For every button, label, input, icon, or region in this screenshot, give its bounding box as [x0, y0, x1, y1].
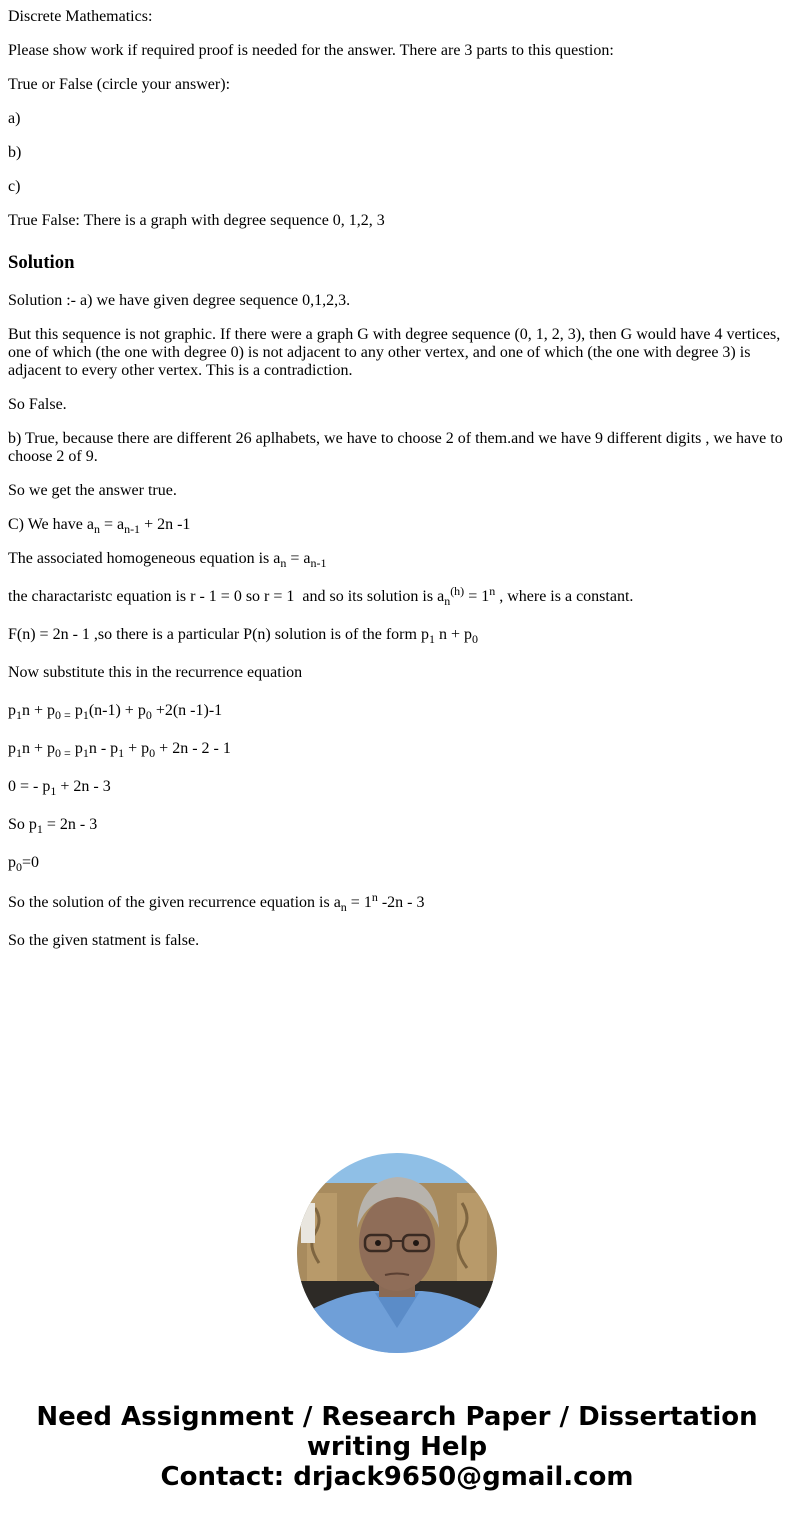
solution-c-conclusion: So the given statment is false. [8, 932, 200, 949]
subscript: 0 = [55, 708, 71, 722]
tutor-avatar [297, 1153, 497, 1353]
solution-c-equation-2 [8, 740, 786, 758]
subscript: 1 [16, 708, 22, 722]
subscript: 0 [471, 632, 478, 646]
text: , where is a constant. [495, 588, 634, 605]
solution-b-conclusion: So we get the answer true. [8, 482, 177, 499]
subscript: 0 = [55, 746, 71, 760]
solution-a-intro: Solution :- a) we have given degree sequence 0,1,2,3. [8, 292, 351, 309]
text: n + p [22, 740, 56, 757]
text: p [70, 702, 83, 719]
solution-a-explanation: But this sequence is not graphic. If there were a graph G with degree sequence (0, 1, 2, 3), then G would have 4 vertices, one of which (the one with degree 0) is not adjacent to any other vertex, and one of which (the one with degree 3) is adjacent to every other vertex. This is a contradiction. [8, 326, 781, 379]
subscript: n-1 [124, 522, 141, 536]
text: The associated homogeneous equation is a [8, 550, 281, 567]
portrait-icon [297, 1153, 497, 1353]
question-statement: True False: There is a graph with degree sequence 0, 1,2, 3 [8, 212, 385, 229]
question-prompt: True or False (circle your answer): [8, 76, 231, 93]
text: p [8, 740, 16, 757]
text: = 2n - 3 [42, 816, 98, 833]
text: p [70, 740, 83, 757]
subscript: 0 [145, 708, 152, 722]
text: (n-1) + p [88, 702, 146, 719]
text: + p [124, 740, 150, 757]
solution-c-recurrence [8, 516, 786, 534]
text: + 2n -1 [140, 516, 191, 533]
subscript: n [340, 900, 347, 914]
subscript: 1 [16, 746, 22, 760]
subscript: 1 [428, 632, 435, 646]
text: + 2n - 3 [56, 778, 111, 795]
text: C) We have a [8, 516, 94, 533]
text: +2(n -1)-1 [151, 702, 223, 719]
text: = a [99, 516, 125, 533]
superscript: (h) [450, 584, 465, 598]
text: p [8, 702, 16, 719]
text: 0 = - p [8, 778, 51, 795]
text: p [8, 854, 16, 871]
text: the charactaristc equation is r - 1 = 0 so r = 1 and so its solution is a [8, 588, 445, 605]
solution-c-equation-5 [8, 854, 786, 872]
advert-footer [0, 1402, 794, 1492]
text: So p [8, 816, 37, 833]
solution-b-explanation: b) True, because there are different 26 aplhabets, we have to choose 2 of them.and we have 9 different digits , we have to choose 2 of 9. [8, 430, 783, 465]
subscript: 1 [82, 746, 89, 760]
solution-c-characteristic [8, 584, 786, 608]
subscript: 1 [82, 708, 89, 722]
solution-c-homogeneous [8, 550, 786, 568]
solution-heading: Solution [8, 252, 75, 273]
text: =0 [22, 854, 40, 871]
solution-c-equation-1 [8, 702, 786, 720]
advert-line-1: Need Assignment / Research Paper / Dissertation [36, 1402, 758, 1432]
text: -2n - 3 [377, 894, 425, 911]
text: So the solution of the given recurrence equation is a [8, 894, 341, 911]
solution-a-conclusion: So False. [8, 396, 67, 413]
subscript: 1 [50, 784, 57, 798]
part-c-label: c) [8, 178, 21, 195]
text: n + p [434, 626, 472, 643]
question-instructions: Please show work if required proof is needed for the answer. There are 3 parts to this question: [8, 42, 614, 59]
subscript: 0 [16, 860, 22, 874]
text: F(n) = 2n - 1 ,so there is a particular P(n) solution is of the form p [8, 626, 429, 643]
subscript: n [444, 594, 451, 608]
subscript: 1 [36, 822, 43, 836]
text: = a [286, 550, 311, 567]
subscript: 0 [149, 746, 156, 760]
solution-c-final [8, 890, 786, 914]
superscript: n [371, 890, 378, 904]
text: n - p [88, 740, 119, 757]
solution-c-substitute: Now substitute this in the recurrence equation [8, 664, 303, 681]
text: = 1 [346, 894, 372, 911]
solution-c-equation-3 [8, 778, 786, 796]
advert-line-2: writing Help [306, 1432, 488, 1462]
part-a-label: a) [8, 110, 21, 127]
solution-c-particular [8, 626, 786, 644]
superscript: n [489, 584, 496, 598]
solution-c-equation-4 [8, 816, 786, 834]
part-b-label: b) [8, 144, 22, 161]
question-title: Discrete Mathematics: [8, 8, 153, 25]
subscript: n-1 [310, 556, 327, 570]
subscript: 1 [118, 746, 125, 760]
subscript: n [93, 522, 100, 536]
text: n + p [22, 702, 56, 719]
subscript: n [280, 556, 287, 570]
text: + 2n - 2 - 1 [155, 740, 231, 757]
advert-contact: Contact: drjack9650@gmail.com [160, 1462, 634, 1492]
text: = 1 [464, 588, 490, 605]
